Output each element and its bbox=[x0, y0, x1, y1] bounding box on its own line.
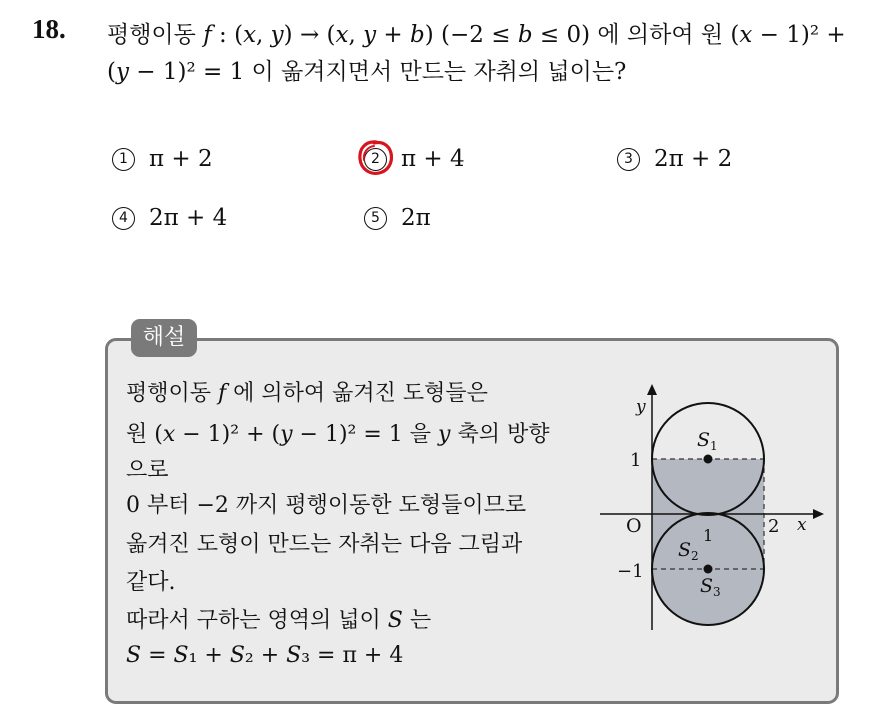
choice-number: 5 bbox=[364, 207, 387, 230]
tick-label-1: 1 bbox=[703, 526, 714, 545]
solution-line-6: 같다. bbox=[126, 570, 176, 595]
center-point-upper bbox=[704, 455, 713, 464]
solution-line-4: 0 부터 −2 까지 평행이동한 도형들이므로 bbox=[126, 493, 527, 518]
x-axis-label: x bbox=[797, 515, 807, 535]
label-s2: $S_2$ bbox=[678, 539, 699, 563]
solution-line-2: 원 (x − 1)² + (y − 1)² = 1 을 y 축의 방향 bbox=[126, 422, 550, 447]
choice-number: 3 bbox=[617, 148, 640, 171]
solution-line-8: S = S₁ + S₂ + S₃ = π + 4 bbox=[126, 643, 404, 668]
label-s3: $S_3$ bbox=[700, 575, 721, 599]
origin-label: O bbox=[626, 515, 642, 537]
choice-1[interactable]: 1 π + 2 bbox=[112, 146, 213, 172]
solution-line-5: 옮겨진 도형이 만드는 자취는 다음 그림과 bbox=[126, 532, 523, 557]
question-text-line-1: 평행이동 f : (x, y) → (x, y + b) (−2 ≤ b ≤ 0) 에 의하여 원 (x − 1)² + bbox=[107, 22, 846, 48]
center-point-lower bbox=[704, 565, 713, 574]
choice-number: 1 bbox=[112, 148, 135, 171]
label-s1: $S_1$ bbox=[697, 429, 718, 453]
solution-figure bbox=[595, 378, 830, 638]
choice-3[interactable]: 3 2π + 2 bbox=[617, 146, 732, 172]
tick-label-y1: 1 bbox=[630, 450, 642, 471]
question-text-line-2: (y − 1)² = 1 이 옮겨지면서 만드는 자취의 넓이는? bbox=[107, 59, 627, 85]
tick-label-2: 2 bbox=[768, 516, 780, 537]
choice-number: 4 bbox=[112, 207, 135, 230]
question-number: 18. bbox=[32, 14, 66, 44]
x-axis-arrow bbox=[813, 509, 824, 519]
solution-line-7: 따라서 구하는 영역의 넓이 S 는 bbox=[126, 608, 432, 633]
solution-tag: 해설 bbox=[131, 319, 197, 357]
choice-4[interactable]: 4 2π + 4 bbox=[112, 205, 227, 231]
choice-2[interactable]: 2 π + 4 bbox=[364, 146, 465, 172]
choice-number: 2 bbox=[364, 148, 387, 171]
choice-5[interactable]: 5 2π bbox=[364, 205, 431, 231]
solution-line-1: 평행이동 f 에 의하여 옮겨진 도형들은 bbox=[126, 381, 488, 406]
y-axis-label: y bbox=[636, 397, 646, 417]
y-axis-arrow bbox=[647, 384, 657, 395]
tick-label-yneg1: −1 bbox=[617, 561, 644, 582]
solution-line-3: 으로 bbox=[126, 458, 169, 483]
